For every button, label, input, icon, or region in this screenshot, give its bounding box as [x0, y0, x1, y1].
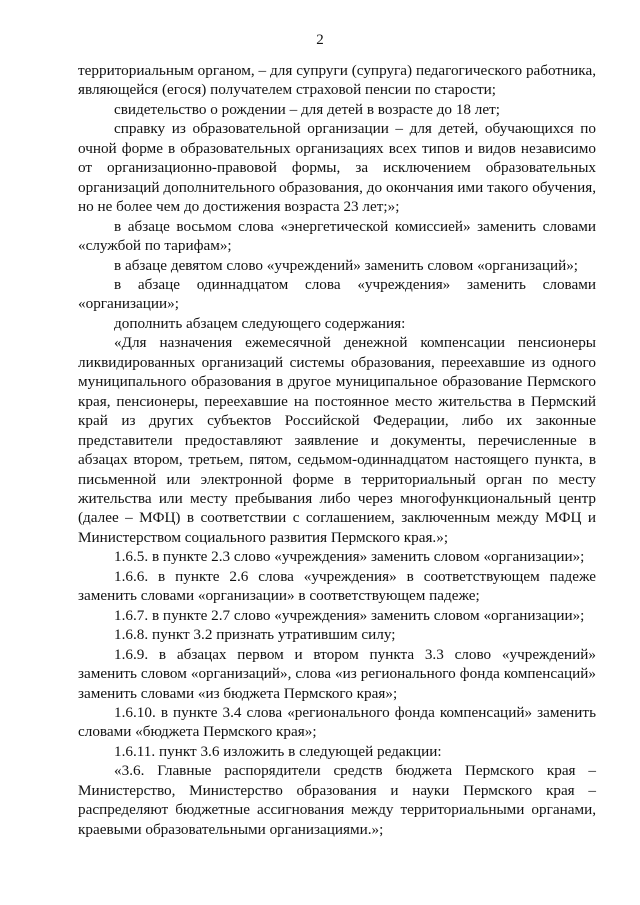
paragraph: «3.6. Главные распорядители средств бюджета Пермского края – Министерство, Министерство образования и науки Пермского края – распределяют бюджетные ассигнования между территориальными органами, краевыми образовательными организациями.»; — [78, 762, 596, 838]
paragraph: «Для назначения ежемесячной денежной компенсации пенсионеры ликвидированных организаций системы образования, переехавшие из одного муниципального образования в другое муниципальное образование Пермского края, пенсионеры, переехавшие на постоянное место жительства в Пермский край из других субъектов Российской Федерации, либо их законные представители предоставляют заявление и документы, перечисленные в абзацах втором, третьем, пятом, седьмом-одиннадцатом настоящего пункта, в письменной или электронной форме в территориальный орган по месту жительства или месту пребывания либо через многофункциональный центр (далее – МФЦ) в соответствии с соглашением, заключенным между МФЦ и Министерством социального развития Пермского края.»; — [78, 334, 596, 546]
paragraph: в абзаце восьмом слова «энергетической комиссией» заменить словами «службой по тарифам»; — [78, 217, 596, 255]
paragraph: 1.6.6. в пункте 2.6 слова «учреждения» в соответствующем падеже заменить словами «организации» в соответствующем падеже; — [78, 567, 596, 605]
paragraph: 1.6.10. в пункте 3.4 слова «регионального фонда компенсаций» заменить словами «бюджета Пермского края»; — [78, 703, 596, 741]
paragraph: дополнить абзацем следующего содержания: — [114, 314, 406, 332]
paragraph: в абзаце одиннадцатом слова «учреждения» заменить словами «организации»; — [78, 275, 596, 313]
document-body — [78, 61, 596, 839]
paragraph: 1.6.9. в абзацах первом и втором пункта 3.3 слово «учреждений» заменить словом «организаций», слова «из регионального фонда компенсаций» заменить словами «из бюджета Пермского края»; — [78, 645, 596, 702]
page-number: 2 — [316, 32, 324, 48]
paragraph: территориальным органом, – для супруги (супруга) педагогического работника, являющейся (егося) получателем страховой пенсии по старости; — [78, 62, 596, 99]
paragraph: в абзаце девятом слово «учреждений» заменить словом «организаций»; — [114, 256, 579, 274]
paragraph: свидетельство о рождении – для детей в возрасте до 18 лет; — [114, 100, 500, 118]
paragraph: 1.6.8. пункт 3.2 признать утратившим силу; — [114, 626, 396, 644]
paragraph: 1.6.5. в пункте 2.3 слово «учреждения» заменить словом «организации»; — [114, 548, 585, 566]
paragraph: справку из образовательной организации – для детей, обучающихся по очной форме в образовательных организациях всех типов и видов независимо от организационно-правовой формы, за исключением образовательных организаций дополнительного образования, до окончания ими такого обучения, но не более чем до достижения возраста 23 лет;»; — [78, 120, 596, 216]
paragraph: 1.6.7. в пункте 2.7 слово «учреждения» заменить словом «организации»; — [114, 606, 585, 624]
paragraph: 1.6.11. пункт 3.6 изложить в следующей редакции: — [114, 742, 442, 760]
